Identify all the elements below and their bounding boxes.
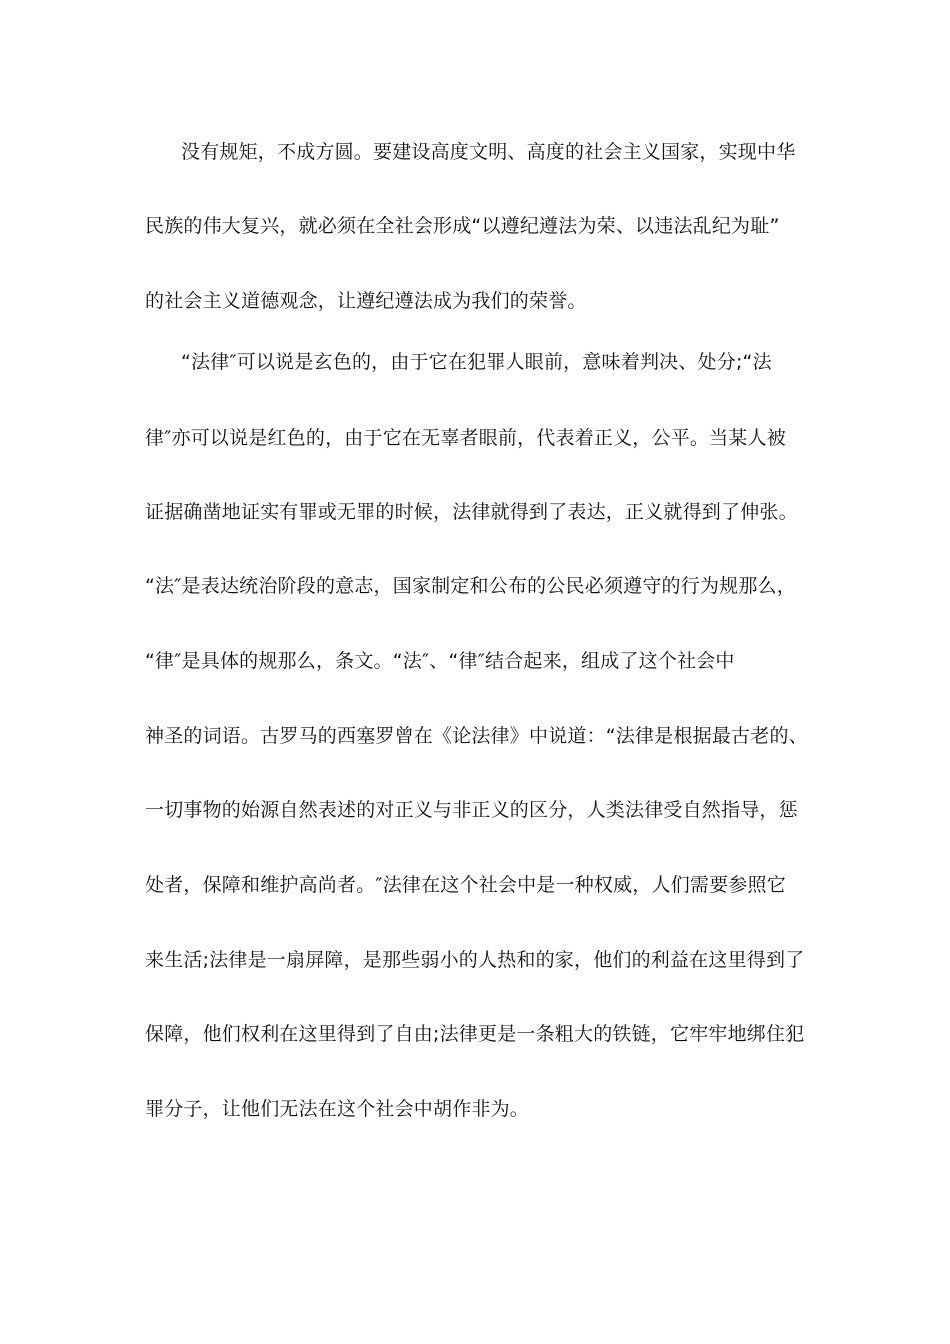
paragraph-2-line-1: “法律″可以说是玄色的，由于它在犯罪人眼前，意味着判决、处分;“法 [181,351,772,373]
paragraph-2-line-11: 罪分子，让他们无法在这个社会中胡作非为。 [145,1098,530,1120]
paragraph-2-line-3: 证据确凿地证实有罪或无罪的时候，法律就得到了表达，正义就得到了伸张。 [145,501,798,523]
paragraph-2-line-5: “律″是具体的规那么，条文。“法″、“律″结合起来，组成了这个社会中 [145,650,735,672]
paragraph-1-line-2: 民族的伟大复兴，就必须在全社会形成“以遵纪遵法为荣、以违法乱纪为耻” [145,215,780,237]
paragraph-2-line-9: 来生活;法律是一扇屏障，是那些弱小的人热和的家，他们的利益在这里得到了 [145,949,805,971]
paragraph-2-line-10: 保障，他们权利在这里得到了自由;法律更是一条粗大的铁链，它牢牢地绑住犯 [145,1023,805,1045]
paragraph-1-line-1: 没有规矩，不成方圆。要建设高度文明、高度的社会主义国家，实现中华 [181,141,796,163]
paragraph-2-line-4: “法″是表达统治阶段的意志，国家制定和公布的公民必须遵守的行为规那么， [145,575,796,597]
paragraph-2-line-6: 神圣的词语。古罗马的西塞罗曾在《论法律》中说道：“法律是根据最古老的、 [145,725,808,747]
paragraph-2-line-8: 处者，保障和维护高尚者。″法律在这个社会中是一种权威，人们需要参照它 [145,874,786,896]
paragraph-2-line-2: 律″亦可以说是红色的，由于它在无辜者眼前，代表着正义，公平。当某人被 [145,427,786,449]
paragraph-2-line-7: 一切事物的始源自然表述的对正义与非正义的区分，人类法律受自然指导，惩 [145,799,798,821]
paragraph-1-line-3: 的社会主义道德观念，让遵纪遵法成为我们的荣誉。 [145,290,587,312]
